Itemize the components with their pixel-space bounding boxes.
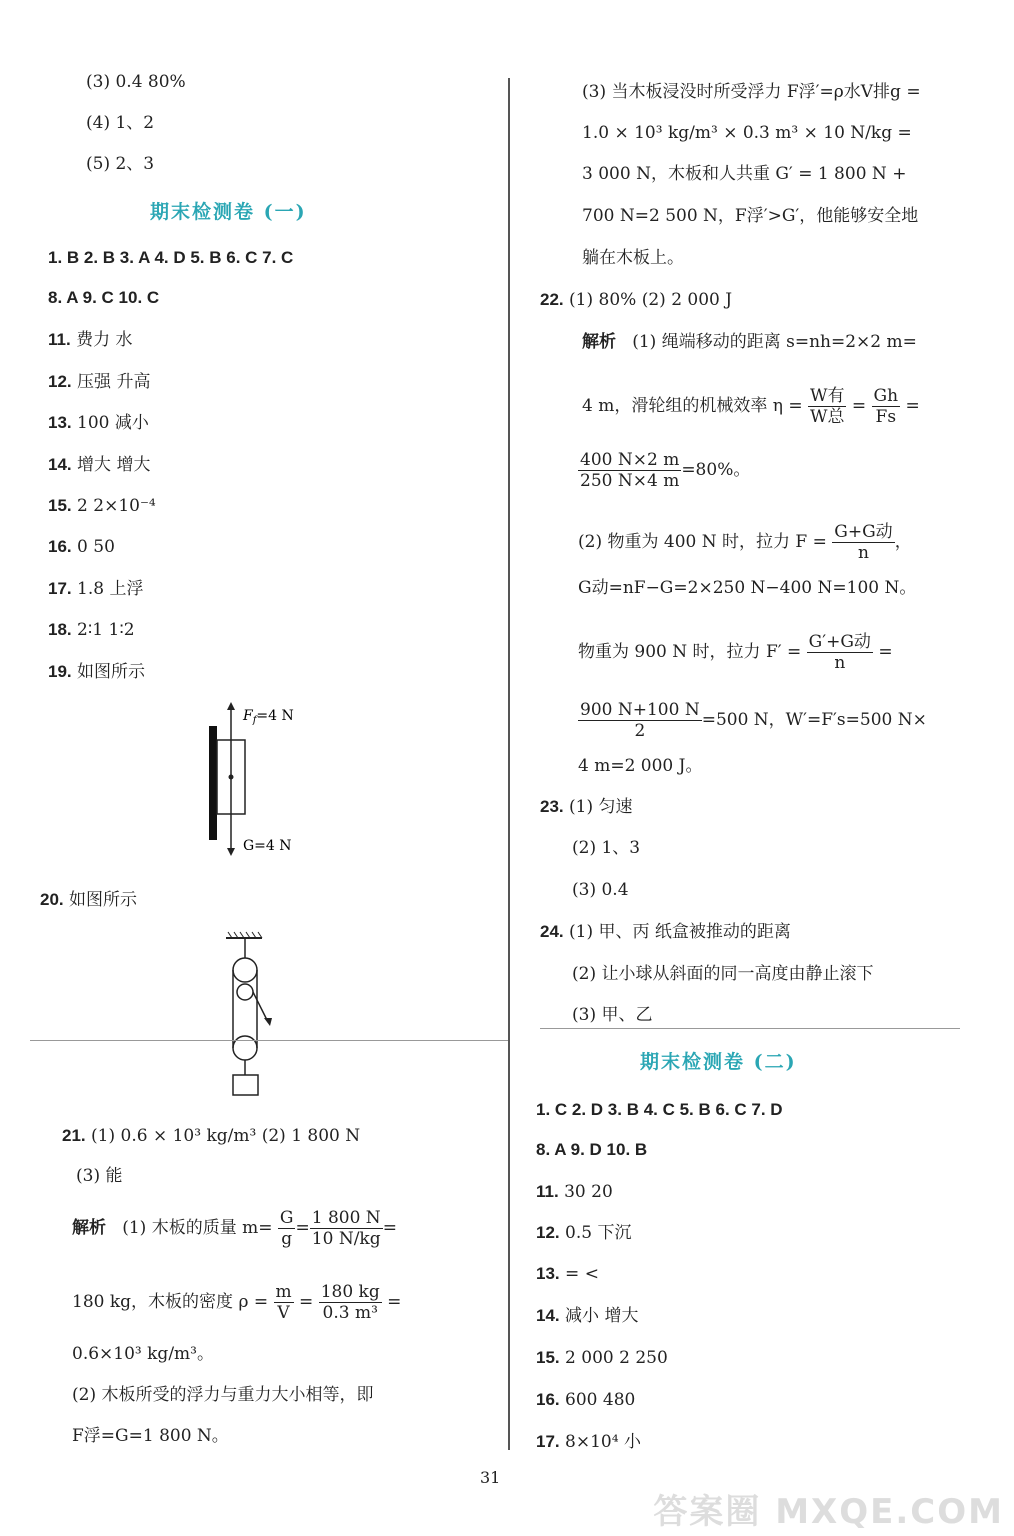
center-point [229, 775, 234, 780]
force-diagram-figure [200, 700, 320, 860]
column-divider [508, 78, 510, 1450]
answer-item [48, 411, 149, 435]
text-part: =80%。 [681, 460, 751, 480]
answer-line: 1. C 2. D 3. B 4. C 5. B 6. C 7. D [536, 1100, 783, 1119]
item-answer: 压强 升高 [77, 372, 151, 392]
gravity-label: G=4 N [243, 838, 292, 854]
answer-line: (3) 0.4 [572, 880, 629, 900]
fraction: $\frac{400 N\times 2 m}{250 N\times 4 m}$ [580, 450, 680, 491]
pull-arrow-icon [264, 1018, 272, 1026]
solution-line: G动=nF−G=2×250 N−400 N=100 N。 [578, 578, 917, 598]
fixed-pulley [233, 958, 257, 982]
answer-line: (2) 1、3 [572, 838, 641, 858]
answer-item [48, 494, 156, 518]
item-answer: 如图所示 [69, 890, 138, 910]
answer-item [48, 328, 133, 352]
text-part: 物重为 900 N 时，拉力 F′ = [578, 642, 802, 662]
item-number: 17. [48, 579, 72, 598]
solution-line: 解析 (1) 木板的质量 m= $\frac{G}{g}$ = $\frac{1 800 N}{10 N/kg}$ = [72, 1208, 397, 1249]
item-answer: 100 减小 [77, 413, 149, 433]
item-number: 11. [48, 330, 71, 349]
item-number: 24. [540, 922, 564, 941]
answer-line: (3) 甲、乙 [572, 1005, 653, 1025]
fraction: $\frac{G}{g}$ [279, 1208, 294, 1249]
answer-line: 1. B 2. B 3. A 4. D 5. B 6. C 7. C [48, 248, 294, 267]
item-answer: 2 2×10⁻⁴ [77, 496, 156, 516]
solution-line: 180 kg，木板的密度 ρ = $\frac{m}{V}$ = $\frac{180 kg}{\text{0.3 m³}}$ = [72, 1282, 402, 1323]
text-part: 4 m，滑轮组的机械效率 η = [582, 396, 803, 416]
item-number: 20. [40, 890, 64, 909]
item-answer: 费力 水 [76, 330, 133, 350]
text-part: 180 kg，木板的密度 ρ = [72, 1292, 269, 1312]
friction-label: $F_f=4$ N [243, 708, 294, 726]
item-number: 14. [536, 1306, 560, 1325]
item-number: 13. [48, 413, 72, 432]
answer-item [48, 370, 150, 394]
page-number: 31 [480, 1468, 501, 1487]
fraction: $\frac{Gh}{Fs}$ [873, 386, 899, 427]
answer-item [40, 888, 137, 912]
item-answer: 0.5 下沉 [565, 1223, 632, 1243]
answer-item [48, 453, 150, 477]
item-number: 16. [48, 537, 72, 556]
answer-item [536, 1262, 599, 1286]
solution-line: 4 m=2 000 J。 [578, 756, 703, 776]
text-part: (1) 木板的质量 m= [122, 1218, 273, 1238]
up-arrow-icon [227, 702, 235, 710]
answer-line: 8. A 9. D 10. B [536, 1140, 648, 1159]
watermark-logo: 答案圈 MXQE.COM [653, 1492, 1004, 1532]
item-number: 19. [48, 662, 72, 681]
solution-line: (2) 物重为 400 N 时，拉力 F = $\frac{\text{G+G动}}{n}$ ， [578, 522, 912, 563]
item-answer: 600 480 [565, 1390, 636, 1410]
fraction: $\frac{\text{W有}}{\text{W总}}$ [809, 386, 845, 427]
item-answer: = < [565, 1264, 599, 1284]
item-number: 11. [536, 1182, 559, 1201]
answer-item [540, 920, 791, 944]
solution-line: 4 m，滑轮组的机械效率 η = $\frac{\text{W有}}{\text{W总}}$ = $\frac{Gh}{Fs}$ = [582, 386, 920, 427]
solution-line: 躺在木板上。 [582, 248, 684, 268]
item-answer: (1) 0.6 × 10³ kg/m³ (2) 1 800 N [91, 1126, 361, 1146]
solution-line [582, 330, 917, 354]
answer-item [540, 288, 732, 312]
item-number: 15. [536, 1348, 560, 1367]
item-answer: 0 50 [77, 537, 115, 557]
answer-item [536, 1388, 635, 1412]
item-number: 13. [536, 1264, 560, 1283]
item-number: 14. [48, 455, 72, 474]
pulley-diagram-figure [220, 930, 290, 1100]
section-heading: 期末检测卷 (一) [150, 201, 307, 223]
item-answer: 2 000 2 250 [565, 1348, 668, 1368]
small-pulley [237, 984, 253, 1000]
horizontal-divider [30, 1040, 508, 1041]
item-answer: 2∶1 1∶2 [77, 620, 135, 640]
text-part: (1) 绳端移动的距离 s=nh=2×2 m= [632, 332, 917, 352]
solution-line: (2) 木板所受的浮力与重力大小相等，即 [72, 1385, 374, 1405]
item-answer: 如图所示 [77, 662, 146, 682]
item-number: 16. [536, 1390, 560, 1409]
answer-item [540, 795, 633, 819]
item-answer: 8×10⁴ 小 [565, 1432, 641, 1452]
solution-line: 物重为 900 N 时，拉力 F′ = $\frac{\text{G′+G动}}{n}$ = [578, 632, 893, 673]
wall [209, 726, 217, 840]
fraction: $\frac{900 N+100 N}{2}$ [580, 700, 700, 741]
answer-item [48, 660, 145, 684]
text-part: (2) 物重为 400 N 时，拉力 F = [578, 532, 827, 552]
answer-line: (4) 1、2 [86, 113, 155, 133]
item-number: 18. [48, 620, 72, 639]
answer-line: (5) 2、3 [86, 154, 155, 174]
solution-line: 700 N=2 500 N，F浮′>G′，他能够安全地 [582, 206, 919, 226]
item-answer: (1) 甲、丙 纸盒被推动的距离 [569, 922, 791, 942]
analysis-label: 解析 [72, 1218, 106, 1238]
item-number: 15. [48, 496, 72, 515]
item-answer: (1) 80% (2) 2 000 J [569, 290, 733, 310]
fraction: $\frac{180 kg}{\text{0.3 m³}}$ [320, 1282, 380, 1323]
solution-line: 0.6×10³ kg/m³。 [72, 1344, 214, 1364]
answer-item [536, 1304, 638, 1328]
solution-line: 1.0 × 10³ kg/m³ × 0.3 m³ × 10 N/kg = [582, 123, 912, 143]
item-number: 12. [536, 1223, 560, 1242]
fraction: $\frac{\text{G+G动}}{n}$ [834, 522, 893, 563]
solution-line [578, 450, 750, 491]
answer-line: (2) 让小球从斜面的同一高度由静止滚下 [572, 964, 874, 984]
item-answer: 30 20 [564, 1182, 613, 1202]
answer-item [48, 577, 144, 601]
item-number: 22. [540, 290, 564, 309]
item-number: 17. [536, 1432, 560, 1451]
fraction: $\frac{1 800 N}{10 N/kg}$ [311, 1208, 381, 1249]
item-answer: 1.8 上浮 [77, 579, 144, 599]
answer-item [536, 1430, 641, 1454]
text-part: =500 N，W′=F′s=500 N× [701, 710, 927, 730]
item-number: 21. [62, 1126, 86, 1145]
item-answer: (1) 匀速 [569, 797, 633, 817]
item-answer: 增大 增大 [77, 455, 151, 475]
solution-line: F浮=G=1 800 N。 [72, 1426, 229, 1446]
solution-line: 3 000 N，木板和人共重 G′ = 1 800 N + [582, 164, 907, 184]
down-arrow-icon [227, 848, 235, 856]
answer-line: (3) 能 [76, 1166, 123, 1186]
solution-line: (3) 当木板浸没时所受浮力 F浮′=ρ水V排g = [582, 82, 921, 102]
answer-item [536, 1346, 668, 1370]
answer-item [536, 1180, 613, 1204]
answer-item [48, 618, 135, 642]
answer-item [536, 1221, 632, 1245]
item-number: 12. [48, 372, 72, 391]
answer-item [62, 1124, 360, 1148]
answer-line: (3) 0.4 80% [86, 72, 186, 92]
analysis-label: 解析 [582, 332, 616, 352]
answer-item [48, 535, 115, 559]
item-number: 23. [540, 797, 564, 816]
solution-line [578, 700, 927, 741]
section-heading: 期末检测卷 (二) [640, 1051, 797, 1073]
item-answer: 减小 增大 [565, 1306, 639, 1326]
answer-line: 8. A 9. C 10. C [48, 288, 160, 307]
fraction: $\frac{m}{V}$ [275, 1282, 292, 1323]
load-block [233, 1075, 258, 1095]
fraction: $\frac{\text{G′+G动}}{n}$ [808, 632, 871, 673]
horizontal-divider [540, 1028, 960, 1029]
